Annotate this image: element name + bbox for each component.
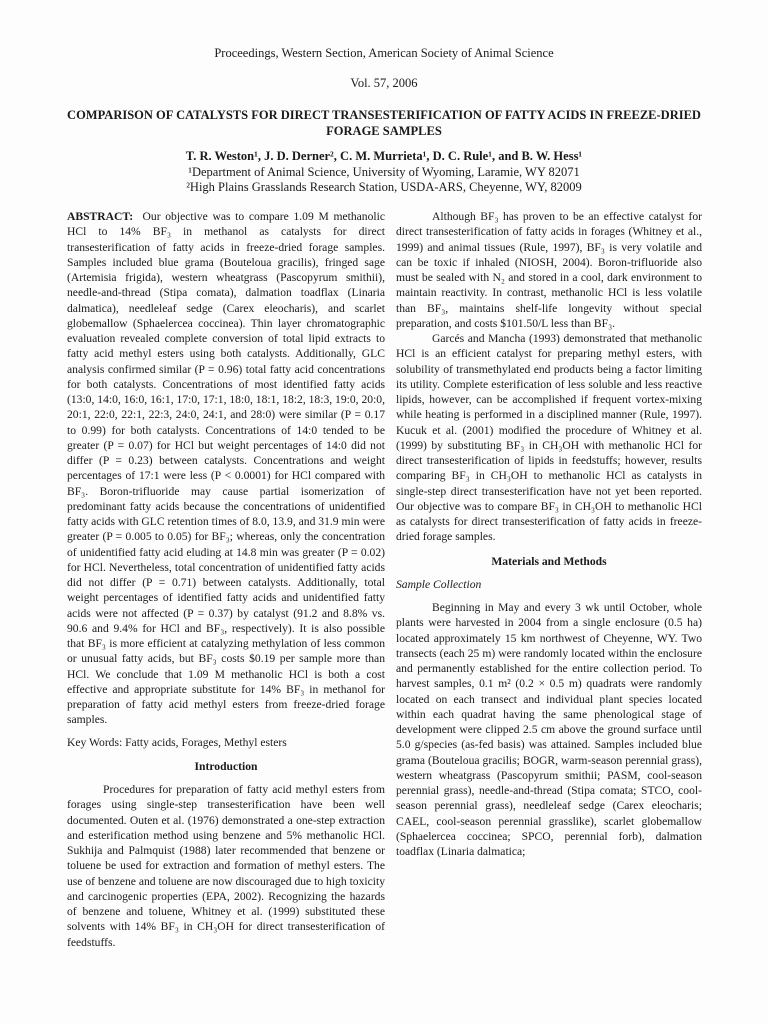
proceedings-header: Proceedings, Western Section, American Society of Animal Science [214, 46, 554, 60]
abstract-text: Our objective was to compare 1.09 M methanolic HCl to 14% BF₃ in methanol as catalysts for direct transesterification of fatty acids in freeze-dried forage samples. Samples included blue grama (Bouteloua gracilis), fringed sage (Artemisia frigida), western wheatgrass (Pascopyrum smithii), needle-and-thread (Stipa comata), dalmation toadflax (Linaria dalmatica), needleleaf sedge (Carex eleocharis), and scarlet globemallow (Sphaelercea coccinea). Thin layer chromatographic evaluation revealed complete conversion of total lipid extracts to fatty acid methyl esters using both catalysts. Additionally, GLC analysis confirmed similar (P = 0.96) total fatty acid concentrations for both catalysts. Concentrations of most identified fatty acids (13:0, 14:0, 16:0, 16:1, 17:0, 17:1, 18:0, 18:1, 18:2, 18:3, 19:0, 20:0, 20:1, 22:0, 22:1, 22:3, 24:0, 24:1, and 28:0) were similar (P = 0.17 to 0.99) for both catalysts. Concentrations of 14:0 tended to be greater (P = 0.07) for HCl but weight percentages of 14:0 did not differ (P = 0.23) between catalysts. Concentrations and weight percentages of 17:1 were less (P < 0.0001) for HCl compared with BF₃. Boron-trifluoride may cause partial isomerization of predominant fatty acids because the concentrations of unidentified fatty acids with GLC retention times of 8.0, 13.9, and 31.9 min were greater (P = 0.005 to 0.05) for BF₃; whereas, only the concentration of unidentified fatty acid eluding at 14.8 min was greater (P = 0.02) for HCl. Nevertheless, total concentration of unidentified fatty acids did not differ (P = 0.71) between catalysts. Additionally, total weight percentages of identified fatty acids and unidentified fatty acids were not affected (P = 0.37) by catalyst (91.2 and 8.8% vs. 90.6 and 9.4% for HCl and BF₃, respectively). It is also possible that BF₃ is more efficient at catalyzing methylation of less common or unusual fatty acids, but BF₃ costs $0.19 per sample more than HCl. We conclude that 1.09 M methanolic HCl is both a cost effective and appropriate substitute for 14% BF₃ in methanol for preparation of fatty acid methyl esters from freeze-dried forage samples. [67, 210, 385, 727]
introduction-heading: Introduction [194, 759, 258, 773]
affiliation-2: ²High Plains Grasslands Research Station, USDA-ARS, Cheyenne, WY, 82009 [186, 180, 582, 194]
author-list: T. R. Weston¹, J. D. Derner², C. M. Murrieta¹, D. C. Rule¹, and B. W. Hess¹ [185, 149, 583, 163]
abstract-label: ABSTRACT: [67, 210, 134, 223]
paper-title: COMPARISON OF CATALYSTS FOR DIRECT TRANSESTERIFICATION OF FATTY ACIDS IN FREEZE-DRIED FORAGE SAMPLES [67, 108, 701, 138]
abstract [67, 209, 385, 728]
affiliation-1: ¹Department of Animal Science, University of Wyoming, Laramie, WY 82071 [188, 165, 580, 179]
methods-paragraph-1: Beginning in May and every 3 wk until October, whole plants were harvested in 2004 from a single enclosure (0.5 ha) located approximately 15 km northwest of Cheyenne, WY. Two transects (each 25 m) were randomly located within the enclosure and permanently established for the entire collection period. To harvest samples, 0.1 m² (0.2 × 0.5 m) quadrats were randomly located on each transect and individual plant species located within each quadrat having the same phenological stage of development were clipped 2.5 cm above the ground surface until 5.0 g/species (as-fed basis) was attained. Samples included blue grama (Bouteloua gracilis; BOGR, warm-season perennial grass), western wheatgrass (Pascopyrum smithii; PASM, cool-season perennial grass), needle-and-thread (Stipa comata; STCO, cool-season perennial grass), needleleaf sedge (Carex eleocharis; CAEL, cool-season perennial grasslike), scarlet globemallow (Sphaelercea coccinea; SPCO, perennial forb), dalmation toadflax (Linaria dalmatica; [396, 601, 702, 858]
volume-label: Vol. 57, 2006 [350, 76, 418, 90]
intro-paragraph-2: Although BF₃ has proven to be an effective catalyst for direct transesterification of fatty acids in forages (Whitney et al., 1999) and animal tissues (Rule, 1997), BF₃ is very volatile and can be toxic if inhaled (NIOSH, 2004). Boron-trifluoride also must be sealed with N₂ and stored in a cool, dark environment to maintain reactivity. In contrast, methanolic HCl is less volatile than BF₃, maintains shelf-life longevity without special preparation, and costs $101.50/L less than BF₃. [396, 210, 702, 330]
left-column [67, 209, 385, 950]
keywords: Key Words: Fatty acids, Forages, Methyl esters [67, 735, 287, 749]
intro-paragraph-3: Garcés and Mancha (1993) demonstrated that methanolic HCl is an efficient catalyst for preparing methyl esters, with solubility of transmethylated end products being a factor limiting its utility. Complete esterification of less soluble and less reactive lipids, however, can be accomplished if frequent vortex-mixing while heating is performed in a disciplined manner (Rule, 1997). Kucuk et al. (2001) modified the procedure of Whitney et al. (1999) by substituting BF₃ in CH₃OH with methanolic HCl for direct transesterification of lipids in feedstuffs; however, results comparing BF₃ in CH₃OH to methanolic HCl as catalysts in single-step direct transesterification have not yet been reported. Our objective was to compare BF₃ in CH₃OH to methanolic HCl as catalysts for direct transesterification of fatty acids in freeze-dried forage samples. [396, 332, 702, 544]
sample-collection-subheading: Sample Collection [396, 577, 482, 591]
right-column [396, 209, 702, 859]
methods-heading: Materials and Methods [491, 554, 607, 568]
intro-paragraph-1: Procedures for preparation of fatty acid methyl esters from forages using single-step transesterification have been well documented. Outen et al. (1976) demonstrated a one-step extraction and esterification method using benzene and 5% methanolic HCl. Sukhija and Palmquist (1988) later recommended that benzene or toluene be used for extraction and formation of methyl esters. The use of benzene and toluene are now discouraged due to high toxicity and carcinogenic properties (EPA, 2002). Recognizing the hazards of benzene and toluene, Whitney et al. (1999) substituted these solvents with 14% BF₃ in CH₃OH for direct transesterification of feedstuffs. [67, 783, 385, 949]
